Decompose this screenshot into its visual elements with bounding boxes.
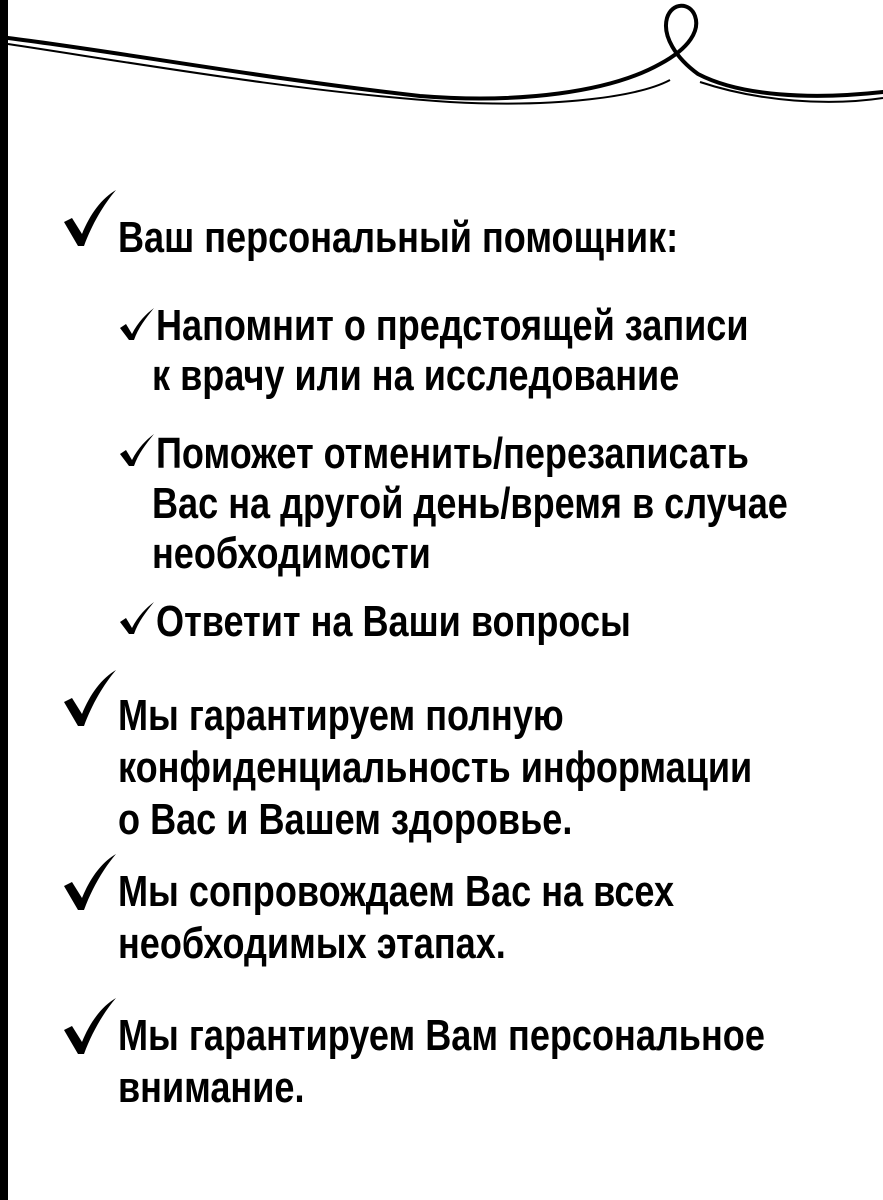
list-item-line: конфиденциальность информации [118,743,753,792]
sub-item-line: Напомнит о предстоящей записи [156,301,749,350]
sub-item-line: Ответит на Ваши вопросы [156,597,631,646]
list-item-line: о Вас и Вашем здоровье. [118,795,573,844]
list-item-line: внимание. [118,1063,305,1112]
checkmark-icon [118,432,156,468]
sub-item-line: необходимости [152,529,431,578]
sub-item-line: Поможет отменить/перезаписать [156,429,749,478]
list-item-line: Мы гарантируем Вам персональное [118,1011,765,1060]
checkmark-icon [60,996,120,1058]
checkmark-icon [118,600,156,636]
page-edge [0,0,8,1200]
checkmark-icon [60,188,120,250]
list-item-line: Мы сопровождаем Вас на всех [118,867,675,916]
list-item-line: Мы гарантируем полную [118,691,564,740]
list-item-line: необходимых этапах. [118,919,506,968]
list-item-title: Ваш персональный помощник: [118,213,679,262]
sub-item-line: Вас на другой день/время в случае [152,479,788,528]
flourish-line-icon [0,0,883,140]
checkmark-icon [60,668,120,730]
checkmark-icon [118,306,156,342]
sub-item-line: к врачу или на исследование [152,351,680,400]
checkmark-icon [60,852,120,914]
